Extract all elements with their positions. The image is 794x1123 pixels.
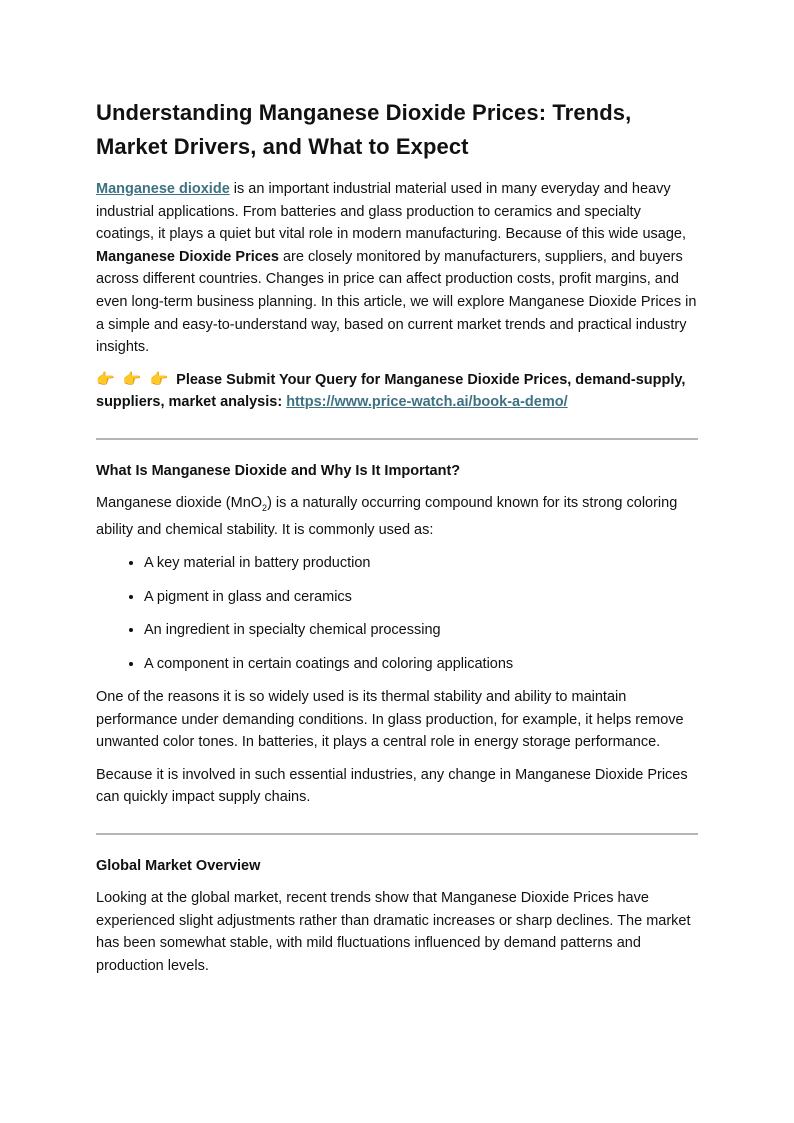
page-title: Understanding Manganese Dioxide Prices: Trends, Market Drivers, and What to Expect — [96, 100, 632, 159]
section-heading-global-market: Global Market Overview — [96, 857, 261, 874]
mno2-text-b: ) is a naturally occurring compound known for its strong coloring ability and chemical stability. It is commonly used as: — [96, 494, 678, 539]
cta-text: Please Submit Your Query for Manganese Dioxide Prices, demand-supply, suppliers, market analysis: — [96, 371, 686, 411]
book-demo-link[interactable]: https://www.price-watch.ai/book-a-demo/ — [286, 394, 568, 411]
cta-paragraph — [96, 369, 698, 414]
list-item: • A component in certain coatings and coloring applications — [144, 653, 698, 675]
section2-paragraph-1: Looking at the global market, recent trends show that Manganese Dioxide Prices have experienced slight adjustments rather than dramatic increases or sharp declines. The market has been somewhat stable, with mild fluctuations influenced by demand patterns and production levels. — [96, 889, 691, 974]
list-item: • An ingredient in specialty chemical processing — [144, 619, 698, 641]
section1-paragraph-3: Because it is involved in such essential industries, any change in Manganese Dioxide Prices can quickly impact supply chains. — [96, 766, 688, 806]
list-item: • A pigment in glass and ceramics — [144, 586, 698, 608]
mno2-subscript: 2 — [262, 502, 268, 513]
uses-list — [96, 552, 698, 675]
section-divider — [96, 833, 698, 835]
manganese-dioxide-link[interactable]: Manganese dioxide — [96, 181, 230, 197]
list-item: • A key material in battery production — [144, 552, 698, 574]
pointing-hand-icon: 👉 — [149, 370, 169, 388]
intro-text-a: is an important industrial material used in many everyday and heavy industrial applications. From batteries and glass production to ceramics and specialty coatings, it plays a quiet but vital role in modern manufacturing. Because of this wide usage, — [96, 181, 686, 243]
document-page — [96, 96, 698, 987]
mno2-text-a: Manganese dioxide (MnO — [96, 494, 263, 511]
intro-bold-text: Manganese Dioxide Prices — [96, 248, 279, 265]
pointing-hand-icon: 👉 — [122, 370, 142, 388]
section-divider — [96, 438, 698, 440]
intro-text-b: are closely monitored by manufacturers, suppliers, and buyers across different countries. Changes in price can affect production costs, profit margins, and even long-term business planning. In this article, we will explore Manganese Dioxide Prices in a simple and easy-to-understand way, based on current market trends and practical industry insights. — [96, 248, 697, 356]
section1-paragraph-1 — [96, 492, 698, 542]
pointing-hand-icon: 👉 — [96, 370, 115, 388]
section1-paragraph-2: One of the reasons it is so widely used is its thermal stability and ability to maintain performance under demanding conditions. In glass production, for example, it helps remove unwanted color tones. In batteries, it plays a central role in energy storage performance. — [96, 689, 684, 751]
intro-paragraph — [96, 178, 698, 359]
section-heading-what-is: What Is Manganese Dioxide and Why Is It Important? — [96, 462, 461, 479]
